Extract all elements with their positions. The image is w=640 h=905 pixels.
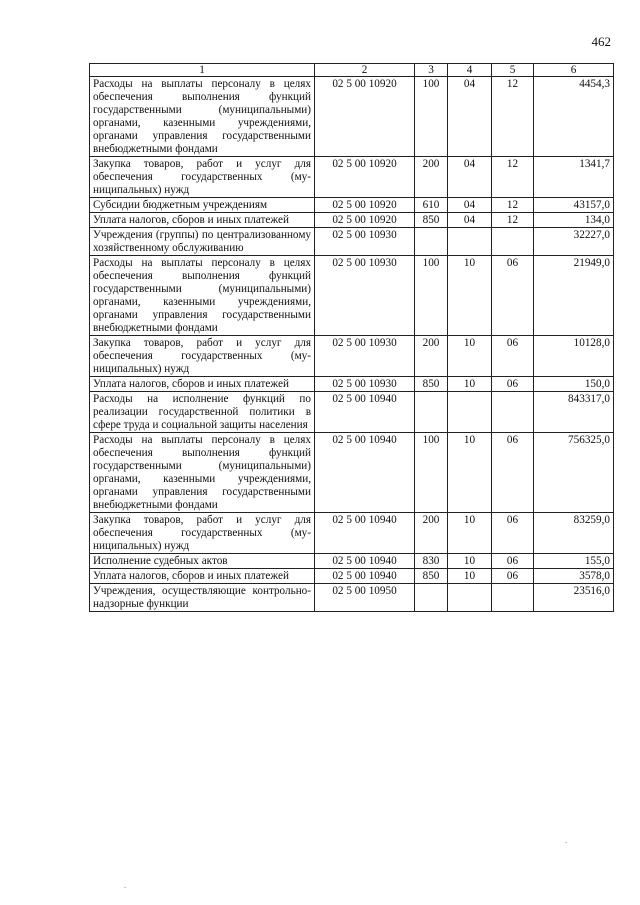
table-row <box>90 584 614 612</box>
table-row <box>90 513 614 554</box>
row-section-cell: 04 <box>448 198 492 213</box>
row-name-cell: Расходы на выплаты персоналу в целях обеспечения выполнения функций государственными (муниципальными) органами, казенными учреждениями, органами управления государственными внебюджетными фондами <box>90 433 315 513</box>
row-name-cell: Закупка товаров, работ и услуг для обеспечения государственных (муниципальных) нужд <box>90 157 315 198</box>
row-sum-cell: 23516,0 <box>534 584 614 612</box>
row-section-cell: 10 <box>448 554 492 569</box>
row-sum-cell: 3578,0 <box>534 569 614 584</box>
row-section-cell: 10 <box>448 256 492 336</box>
row-code-cell: 02 5 00 10940 <box>315 513 415 554</box>
header-col-4: 4 <box>448 64 492 77</box>
row-code-cell: 02 5 00 10930 <box>315 256 415 336</box>
table-row <box>90 554 614 569</box>
row-subsection-cell: 06 <box>492 377 534 392</box>
row-expense-type-cell <box>415 228 448 256</box>
row-code-cell: 02 5 00 10920 <box>315 157 415 198</box>
row-section-cell: 10 <box>448 433 492 513</box>
row-expense-type-cell: 850 <box>415 377 448 392</box>
row-section-cell: 10 <box>448 377 492 392</box>
row-sum-cell: 155,0 <box>534 554 614 569</box>
row-subsection-cell: 06 <box>492 336 534 377</box>
row-expense-type-cell <box>415 392 448 433</box>
row-expense-type-cell: 850 <box>415 569 448 584</box>
header-row <box>90 64 614 77</box>
row-sum-cell: 150,0 <box>534 377 614 392</box>
row-expense-type-cell: 200 <box>415 513 448 554</box>
row-code-cell: 02 5 00 10940 <box>315 554 415 569</box>
row-sum-cell: 1341,7 <box>534 157 614 198</box>
table-row <box>90 228 614 256</box>
row-expense-type-cell: 200 <box>415 157 448 198</box>
header-col-1: 1 <box>90 64 315 77</box>
row-section-cell <box>448 228 492 256</box>
row-code-cell: 02 5 00 10930 <box>315 377 415 392</box>
row-sum-cell: 43157,0 <box>534 198 614 213</box>
row-name-cell: Уплата налогов, сборов и иных платежей <box>90 569 315 584</box>
row-name-cell: Исполнение судебных актов <box>90 554 315 569</box>
header-col-3: 3 <box>415 64 448 77</box>
page-number: 462 <box>591 34 611 49</box>
row-subsection-cell: 06 <box>492 433 534 513</box>
row-code-cell: 02 5 00 10940 <box>315 569 415 584</box>
row-name-cell: Субсидии бюджетным учреждениям <box>90 198 315 213</box>
row-code-cell: 02 5 00 10950 <box>315 584 415 612</box>
row-sum-cell: 4454,3 <box>534 77 614 157</box>
row-name-cell: Уплата налогов, сборов и иных платежей <box>90 213 315 228</box>
row-expense-type-cell: 100 <box>415 256 448 336</box>
row-subsection-cell <box>492 584 534 612</box>
header-col-5: 5 <box>492 64 534 77</box>
row-sum-cell: 134,0 <box>534 213 614 228</box>
row-subsection-cell <box>492 392 534 433</box>
row-subsection-cell: 12 <box>492 213 534 228</box>
row-code-cell: 02 5 00 10930 <box>315 336 415 377</box>
header-col-2: 2 <box>315 64 415 77</box>
table-row <box>90 569 614 584</box>
row-code-cell: 02 5 00 10940 <box>315 392 415 433</box>
row-code-cell: 02 5 00 10940 <box>315 433 415 513</box>
row-section-cell: 10 <box>448 513 492 554</box>
row-name-cell: Расходы на исполнение функций по реализации государственной политики в сфере труда и социальной защиты населения <box>90 392 315 433</box>
row-sum-cell: 83259,0 <box>534 513 614 554</box>
row-name-cell: Закупка товаров, работ и услуг для обеспечения государственных (муниципальных) нужд <box>90 513 315 554</box>
row-section-cell <box>448 392 492 433</box>
row-expense-type-cell: 830 <box>415 554 448 569</box>
row-code-cell: 02 5 00 10930 <box>315 228 415 256</box>
row-name-cell: Расходы на выплаты персоналу в целях обеспечения выполнения функций государственными (муниципальными) органами, казенными учреждениями, органами управления государственными внебюджетными фондами <box>90 77 315 157</box>
scan-mark: . <box>565 835 568 845</box>
row-subsection-cell: 06 <box>492 256 534 336</box>
table-row <box>90 157 614 198</box>
table-row <box>90 213 614 228</box>
row-section-cell: 10 <box>448 569 492 584</box>
table-row <box>90 336 614 377</box>
table-row <box>90 377 614 392</box>
row-subsection-cell: 06 <box>492 569 534 584</box>
row-name-cell: Закупка товаров, работ и услуг для обеспечения государственных (муниципальных) нужд <box>90 336 315 377</box>
row-expense-type-cell <box>415 584 448 612</box>
table-row <box>90 392 614 433</box>
row-sum-cell: 10128,0 <box>534 336 614 377</box>
row-expense-type-cell: 100 <box>415 77 448 157</box>
row-expense-type-cell: 200 <box>415 336 448 377</box>
row-name-cell: Учреждения, осуществляющие контрольно-надзорные функции <box>90 584 315 612</box>
row-sum-cell: 843317,0 <box>534 392 614 433</box>
row-subsection-cell: 06 <box>492 554 534 569</box>
budget-table <box>89 63 614 612</box>
row-subsection-cell: 06 <box>492 513 534 554</box>
row-code-cell: 02 5 00 10920 <box>315 213 415 228</box>
row-code-cell: 02 5 00 10920 <box>315 198 415 213</box>
row-code-cell: 02 5 00 10920 <box>315 77 415 157</box>
table-row <box>90 77 614 157</box>
row-expense-type-cell: 100 <box>415 433 448 513</box>
table-row <box>90 198 614 213</box>
row-sum-cell: 21949,0 <box>534 256 614 336</box>
row-subsection-cell: 12 <box>492 77 534 157</box>
row-sum-cell: 32227,0 <box>534 228 614 256</box>
row-subsection-cell: 12 <box>492 157 534 198</box>
row-section-cell: 04 <box>448 157 492 198</box>
row-subsection-cell <box>492 228 534 256</box>
row-expense-type-cell: 850 <box>415 213 448 228</box>
row-section-cell: 04 <box>448 213 492 228</box>
scan-mark: . <box>124 880 127 890</box>
row-subsection-cell: 12 <box>492 198 534 213</box>
row-expense-type-cell: 610 <box>415 198 448 213</box>
table-row <box>90 256 614 336</box>
header-col-6: 6 <box>534 64 614 77</box>
row-section-cell <box>448 584 492 612</box>
row-sum-cell: 756325,0 <box>534 433 614 513</box>
table-body <box>90 77 614 612</box>
row-name-cell: Учреждения (группы) по централизованному хозяйственному обслуживанию <box>90 228 315 256</box>
row-section-cell: 04 <box>448 77 492 157</box>
row-section-cell: 10 <box>448 336 492 377</box>
table-row <box>90 433 614 513</box>
row-name-cell: Уплата налогов, сборов и иных платежей <box>90 377 315 392</box>
row-name-cell: Расходы на выплаты персоналу в целях обеспечения выполнения функций государственными (муниципальными) органами, казенными учреждениями, органами управления государственными внебюджетными фондами <box>90 256 315 336</box>
